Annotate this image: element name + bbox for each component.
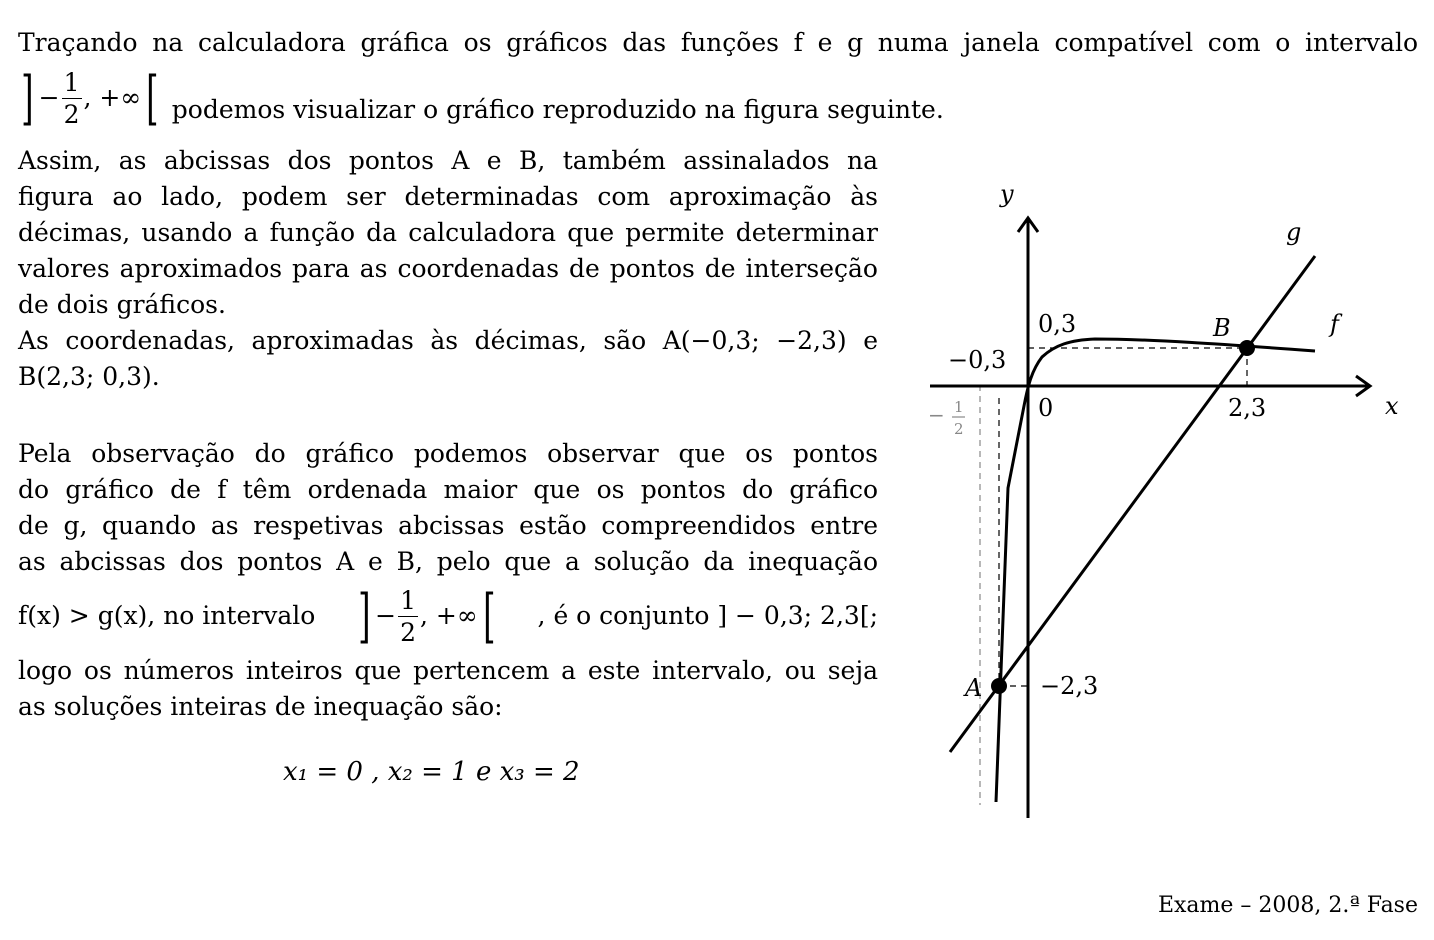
interval-expression [16,64,164,132]
label-minus-half-sign: − [928,403,945,427]
p1-line: décimas, usando a função da calculadora que permite determinar [18,218,878,247]
p2-line: do gráfico de f têm ordenada maior que os pontos do gráfico [18,475,878,504]
p2-line: as abcissas dos pontos A e B, pelo que a solução da inequação [18,547,878,576]
solution-set-text: , é o conjunto ] − 0,3; 2,3[; [537,601,878,630]
x-axis-label: x [1385,392,1399,420]
interval-open-bracket: ] [21,64,34,132]
p1-line: Assim, as abcissas dos pontos A e B, também assinalados na [18,146,878,175]
interval-close-bracket: [ [146,64,159,132]
point-a [991,678,1007,694]
interval-expression-2 [353,582,501,650]
paragraph-1 [18,143,878,395]
interval-rest: , +∞ [420,601,478,630]
p1-line: valores aproximados para as coordenadas de pontos de interseção [18,254,878,283]
p1-line: figura ao lado, podem ser determinadas com aproximação às [18,182,878,211]
label-b: B [1213,314,1231,342]
fraction-one-half: $\frac{1}{2}$ [63,67,80,129]
label-minus-half-num: 1 [954,398,964,416]
intro-line-2 [16,64,1416,132]
p2-line: logo os números inteiros que pertencem a este intervalo, ou seja [18,656,878,685]
label-y-minus-2-3: −2,3 [1040,672,1099,700]
label-x-minus-0-3: −0,3 [948,346,1007,374]
paragraph-2 [18,436,878,580]
p2-line: as soluções inteiras de inequação são: [18,692,503,721]
interval-minus: − [375,601,397,630]
paragraph-2-end [18,653,878,725]
p2-line: Pela observação do gráfico podemos observar que os pontos [18,439,878,468]
function-graph [920,170,1420,830]
point-b [1239,340,1255,356]
intro-line-1 [18,25,1418,61]
label-x-2-3: 2,3 [1228,394,1267,422]
interval-close-bracket: [ [482,582,496,650]
label-minus-half-den: 2 [954,420,964,438]
inequality-line [18,582,878,650]
intro-text: Traçando na calculadora gráfica os gráficos das funções f e g numa janela compatível com o intervalo [18,28,1418,57]
label-g: g [1286,218,1302,246]
intro-text-2: podemos visualizar o gráfico reproduzido na figura seguinte. [171,95,944,124]
label-f: f [1330,310,1339,338]
inequality-text: f(x) > g(x), no intervalo [18,601,316,630]
interval-rest: , +∞ [83,83,142,112]
fraction-one-half: $\frac{1}{2}$ [400,585,416,647]
p1-line: de dois gráficos. [18,290,226,319]
p1-line: B(2,3; 0,3). [18,362,160,391]
interval-open-bracket: ] [357,582,371,650]
y-axis-label: y [1000,180,1014,208]
integer-solutions: x₁ = 0 , x₂ = 1 e x₃ = 2 [283,757,580,787]
exam-source: Exame – 2008, 2.ª Fase [1157,893,1418,918]
p1-line: As coordenadas, aproximadas às décimas, são A(−0,3; −2,3) e [18,326,878,355]
label-y-0-3: 0,3 [1038,310,1077,338]
graph-g [950,256,1315,752]
interval-minus: − [38,83,60,112]
label-a: A [965,674,983,702]
p2-line: de g, quando as respetivas abcissas estão compreendidos entre [18,511,878,540]
label-origin: 0 [1038,394,1054,422]
